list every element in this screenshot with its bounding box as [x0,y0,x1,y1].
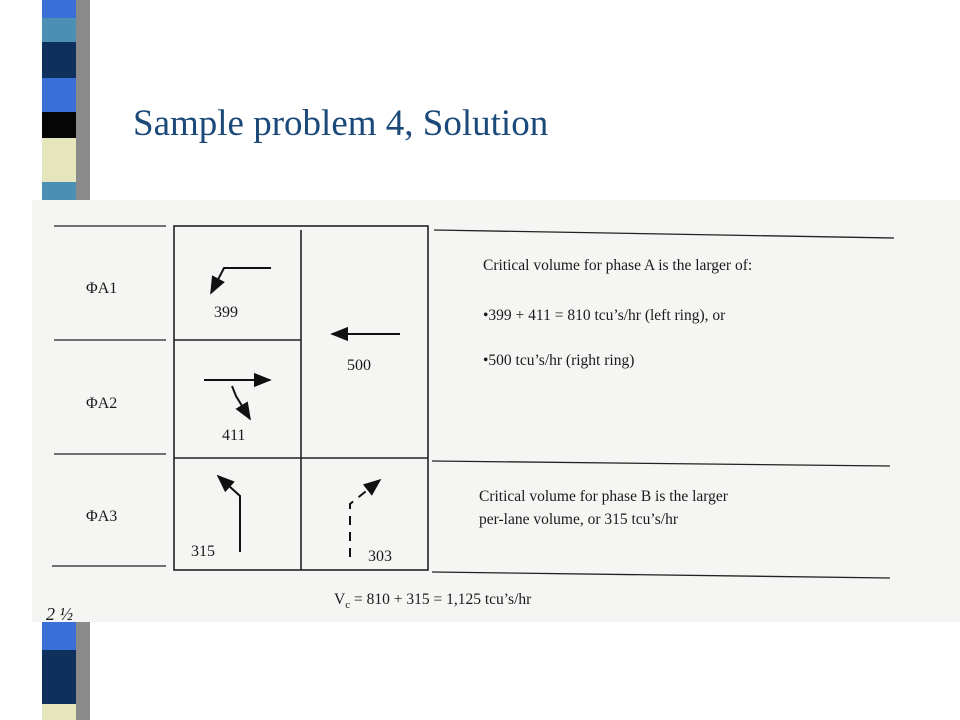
volume-a2-left: 411 [222,427,246,444]
vc-equation: $V_c = 810 + 315 = 1,125$ tcu’s/hr [334,591,532,611]
dashed-turn-arrow-a3 [350,480,380,557]
phase-label-a1: ΦA1 [86,280,118,297]
left-turn-arrow-a1 [211,268,271,293]
phase-label-a3: ΦA3 [86,508,118,525]
phase-b-line-1: Critical volume for phase B is the larger [479,488,728,505]
left-turn-arrow-a3 [218,476,240,552]
phase-b-line-2: per-lane volume, or 315 tcu’s/hr [479,511,678,528]
phase-a-heading: Critical volume for phase A is the larger of: [483,257,753,274]
volume-a-right: 500 [347,357,371,374]
phase-a-option-2: •500 tcu’s/hr (right ring) [483,352,635,369]
slide-title: Sample problem 4, Solution [133,103,549,144]
phase-a-option-1: •399 + 411 = 810 tcu’s/hr (left ring), or [483,307,726,324]
phase-diagram [32,200,960,622]
solution-scan [32,200,960,622]
volume-a1-left: 399 [214,304,238,321]
movement-grid [174,226,428,570]
right-turn-arrow-a2 [232,386,250,419]
volume-a3-right: 303 [368,548,392,565]
handwritten-margin-note: 2 ½ [46,604,73,622]
volume-a3-left: 315 [191,543,215,560]
phase-label-a2: ΦA2 [86,395,118,412]
